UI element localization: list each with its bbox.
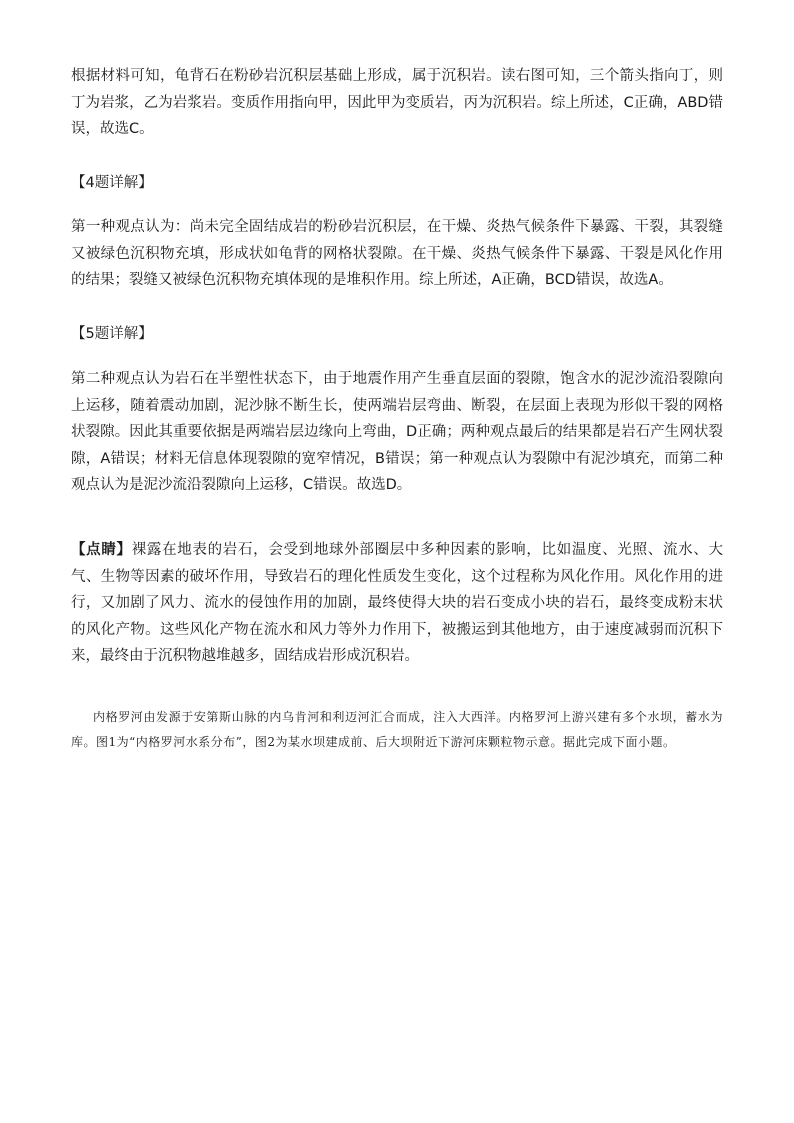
q4-heading: 【4题详解】 — [71, 175, 153, 191]
tip-label: 【点睛】 — [71, 542, 132, 558]
tip-paragraph — [71, 537, 723, 670]
tip-text: 裸露在地表的岩石，会受到地球外部圈层中多种因素的影响，比如温度、光照、流水、大气、生物等因素的破坏作用，导致岩石的理化性质发生变化，这个过程称为风化作用。风化作用的进行，又加剧了风力、流水的侵蚀作用的加剧，最终使得大块的岩石变成小块的岩石，最终变成粉末状的风化产物。这些风化产物在流水和风力等外力作用下，被搬运到其他地方，由于速度减弱而沉积下来，最终由于沉积物越堆越多，固结成岩形成沉积岩。 — [71, 542, 724, 664]
answer3-tail-paragraph: 根据材料可知，龟背石在粉砂岩沉积层基础上形成，属于沉积岩。读右图可知，三个箭头指向丁，则丁为岩浆，乙为岩浆岩。变质作用指向甲，因此甲为变质岩，丙为沉积岩。综上所述，C正确，ABD错误，故选C。 — [71, 68, 723, 137]
q5-heading: 【5题详解】 — [71, 326, 153, 342]
q5-explanation-paragraph: 第二种观点认为岩石在半塑性状态下，由于地震作用产生垂直层面的裂隙，饱含水的泥沙流沿裂隙向上运移，随着震动加剧，泥沙脉不断生长，使两端岩层弯曲、断裂，在层面上表现为形似干裂的网格状裂隙。因此其重要依据是两端岩层边缘向上弯曲，D正确；两种观点最后的结果都是岩石产生网状裂隙，A错误；材料无信息体现裂隙的宽窄情况，B错误；第一种观点认为裂隙中有泥沙填充，而第二种观点认为是泥沙流沿裂隙向上运移，C错误。故选D。 — [71, 371, 723, 493]
material-paragraph: 内格罗河由发源于安第斯山脉的内乌肯河和利迈河汇合而成，注入大西洋。内格罗河上游兴建有多个水坝，蓄水为库。图1为“内格罗河水系分布”，图2为某水坝建成前、后大坝附近下游河床颗粒物示意。据此完成下面小题。 — [71, 710, 723, 749]
q4-explanation-paragraph: 第一种观点认为：尚未完全固结成岩的粉砂岩沉积层，在干燥、炎热气候条件下暴露、干裂，其裂缝又被绿色沉积物充填，形成状如龟背的网格状裂隙。在干燥、炎热气候条件下暴露、干裂是风化作用的结果；裂缝又被绿色沉积物充填体现的是堆积作用。综上所述，A正确，BCD错误，故选A。 — [71, 219, 723, 288]
